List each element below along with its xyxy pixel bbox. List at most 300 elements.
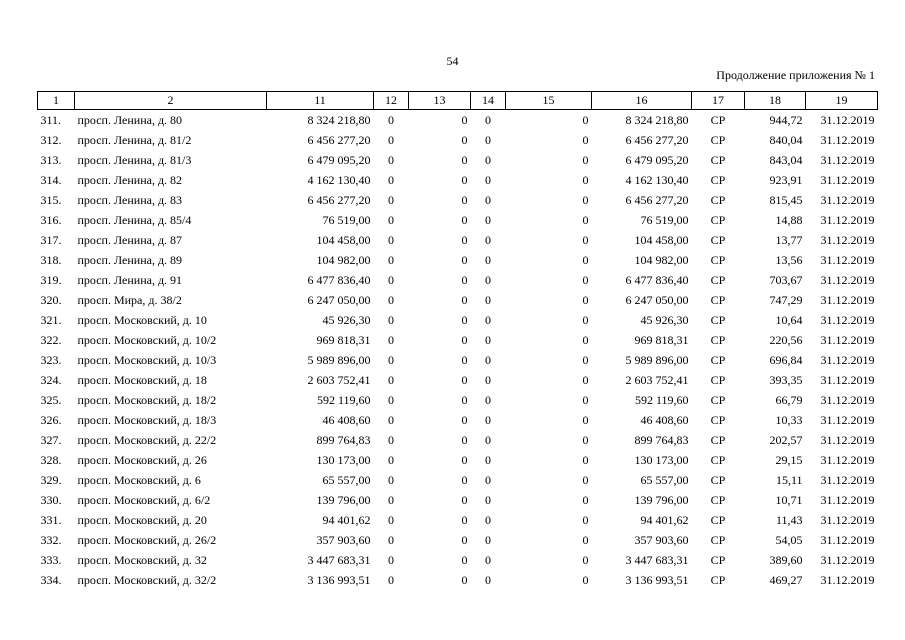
- col-11-cell: 6 456 277,20: [307, 193, 371, 207]
- row-number: 321.: [40, 313, 62, 327]
- address-cell: просп. Московский, д. 18: [77, 373, 207, 387]
- col-15-cell: 0: [582, 333, 589, 347]
- col-18-cell: 815,45: [769, 193, 803, 207]
- table-row: [38, 510, 878, 530]
- col-16-cell: 4 162 130,40: [625, 173, 689, 187]
- col-19-cell: 31.12.2019: [820, 213, 875, 227]
- col-15-cell: 0: [582, 533, 589, 547]
- col-17-cell: СР: [710, 413, 726, 427]
- col-18-cell: 703,67: [769, 273, 803, 287]
- col-13-cell: 0: [461, 153, 468, 167]
- col-11-cell: 2 603 752,41: [307, 373, 371, 387]
- col-17-cell: СР: [710, 573, 726, 587]
- col-17-cell: СР: [710, 133, 726, 147]
- row-number: 315.: [40, 193, 62, 207]
- col-13-cell: 0: [461, 433, 468, 447]
- col-19-cell: 31.12.2019: [820, 413, 875, 427]
- row-number: 325.: [40, 393, 62, 407]
- col-19-cell: 31.12.2019: [820, 393, 875, 407]
- col-16-cell: 899 764,83: [634, 433, 689, 447]
- col-17-cell: СР: [710, 193, 726, 207]
- col-19-cell: 31.12.2019: [820, 113, 875, 127]
- col-13-cell: 0: [461, 573, 468, 587]
- col-12-cell: 0: [388, 193, 394, 207]
- col-12-cell: 0: [388, 533, 394, 547]
- col-18-cell: 944,72: [769, 113, 803, 127]
- col-11-cell: 104 982,00: [316, 253, 371, 267]
- col-13-cell: 0: [461, 213, 468, 227]
- col-16-cell: 3 447 683,31: [625, 553, 689, 567]
- table-row: [38, 550, 878, 570]
- col-15-cell: 0: [582, 353, 589, 367]
- col-12-cell: 0: [388, 393, 394, 407]
- address-cell: просп. Московский, д. 32/2: [77, 573, 217, 587]
- col-15-cell: 0: [582, 473, 589, 487]
- col-19-cell: 31.12.2019: [820, 293, 875, 307]
- table-row: [38, 370, 878, 390]
- col-18-cell: 393,35: [769, 373, 803, 387]
- col-16-cell: 6 456 277,20: [625, 193, 689, 207]
- table-row: [38, 290, 878, 310]
- column-header: 1: [38, 92, 75, 110]
- col-12-cell: 0: [388, 113, 394, 127]
- col-19-cell: 31.12.2019: [820, 453, 875, 467]
- table-row: [38, 410, 878, 430]
- col-14-cell: 0: [485, 533, 491, 547]
- col-15-cell: 0: [582, 573, 589, 587]
- col-19-cell: 31.12.2019: [820, 433, 875, 447]
- col-13-cell: 0: [461, 113, 468, 127]
- col-14-cell: 0: [485, 473, 491, 487]
- col-18-cell: 220,56: [769, 333, 803, 347]
- col-15-cell: 0: [582, 433, 589, 447]
- col-16-cell: 6 247 050,00: [625, 293, 689, 307]
- col-18-cell: 14,88: [775, 213, 803, 227]
- row-number: 312.: [40, 133, 62, 147]
- col-17-cell: СР: [710, 373, 726, 387]
- col-11-cell: 969 818,31: [316, 333, 371, 347]
- table-row: [38, 250, 878, 270]
- col-14-cell: 0: [485, 333, 491, 347]
- col-16-cell: 3 136 993,51: [625, 573, 689, 587]
- col-14-cell: 0: [485, 493, 491, 507]
- table-row: [38, 350, 878, 370]
- column-header: 19: [806, 92, 878, 110]
- col-17-cell: СР: [710, 333, 726, 347]
- col-12-cell: 0: [388, 133, 394, 147]
- col-15-cell: 0: [582, 233, 589, 247]
- col-13-cell: 0: [461, 493, 468, 507]
- col-19-cell: 31.12.2019: [820, 253, 875, 267]
- col-18-cell: 843,04: [769, 153, 803, 167]
- table-row: [38, 430, 878, 450]
- col-12-cell: 0: [388, 273, 394, 287]
- col-15-cell: 0: [582, 373, 589, 387]
- col-18-cell: 10,33: [775, 413, 803, 427]
- col-15-cell: 0: [582, 313, 589, 327]
- col-13-cell: 0: [461, 173, 468, 187]
- col-11-cell: 357 903,60: [316, 533, 371, 547]
- col-18-cell: 10,64: [775, 313, 803, 327]
- col-16-cell: 45 926,30: [640, 313, 689, 327]
- table-row: [38, 150, 878, 170]
- address-cell: просп. Московский, д. 10/3: [77, 353, 217, 367]
- col-11-cell: 130 173,00: [316, 453, 371, 467]
- header-row: [38, 92, 878, 110]
- col-14-cell: 0: [485, 573, 491, 587]
- col-18-cell: 840,04: [769, 133, 803, 147]
- row-number: 322.: [40, 333, 62, 347]
- col-12-cell: 0: [388, 233, 394, 247]
- table-row: [38, 330, 878, 350]
- col-11-cell: 8 324 218,80: [307, 113, 371, 127]
- col-15-cell: 0: [582, 293, 589, 307]
- col-13-cell: 0: [461, 513, 468, 527]
- col-17-cell: СР: [710, 393, 726, 407]
- col-18-cell: 15,11: [775, 473, 803, 487]
- row-number: 334.: [40, 573, 62, 587]
- address-cell: просп. Ленина, д. 80: [77, 113, 183, 127]
- col-13-cell: 0: [461, 133, 468, 147]
- col-19-cell: 31.12.2019: [820, 533, 875, 547]
- col-16-cell: 6 479 095,20: [625, 153, 689, 167]
- col-14-cell: 0: [485, 273, 491, 287]
- col-13-cell: 0: [461, 353, 468, 367]
- col-13-cell: 0: [461, 533, 468, 547]
- col-14-cell: 0: [485, 413, 491, 427]
- col-12-cell: 0: [388, 413, 394, 427]
- col-16-cell: 2 603 752,41: [625, 373, 689, 387]
- col-16-cell: 6 477 836,40: [625, 273, 689, 287]
- col-13-cell: 0: [461, 393, 468, 407]
- col-16-cell: 104 458,00: [634, 233, 689, 247]
- col-11-cell: 6 477 836,40: [307, 273, 371, 287]
- col-17-cell: СР: [710, 533, 726, 547]
- table-row: [38, 170, 878, 190]
- address-cell: просп. Ленина, д. 83: [77, 193, 183, 207]
- row-number: 311.: [40, 113, 62, 127]
- col-18-cell: 13,77: [775, 233, 803, 247]
- col-17-cell: СР: [710, 153, 726, 167]
- table-row: [38, 450, 878, 470]
- address-cell: просп. Ленина, д. 81/2: [77, 133, 192, 147]
- col-11-cell: 6 456 277,20: [307, 133, 371, 147]
- row-number: 330.: [40, 493, 62, 507]
- row-number: 326.: [40, 413, 62, 427]
- col-16-cell: 46 408,60: [640, 413, 689, 427]
- table-row: [38, 470, 878, 490]
- col-13-cell: 0: [461, 313, 468, 327]
- col-19-cell: 31.12.2019: [820, 473, 875, 487]
- col-14-cell: 0: [485, 353, 491, 367]
- col-17-cell: СР: [710, 293, 726, 307]
- table-row: [38, 310, 878, 330]
- col-18-cell: 10,71: [775, 493, 803, 507]
- address-cell: просп. Ленина, д. 87: [77, 233, 183, 247]
- col-18-cell: 54,05: [775, 533, 803, 547]
- row-number: 319.: [40, 273, 62, 287]
- col-16-cell: 65 557,00: [640, 473, 689, 487]
- col-14-cell: 0: [485, 453, 491, 467]
- col-18-cell: 11,43: [775, 513, 803, 527]
- col-17-cell: СР: [710, 273, 726, 287]
- col-17-cell: СР: [710, 233, 726, 247]
- col-12-cell: 0: [388, 253, 394, 267]
- col-17-cell: СР: [710, 213, 726, 227]
- table-row: [38, 190, 878, 210]
- col-18-cell: 13,56: [775, 253, 803, 267]
- col-15-cell: 0: [582, 453, 589, 467]
- col-12-cell: 0: [388, 173, 394, 187]
- col-14-cell: 0: [485, 433, 491, 447]
- col-17-cell: СР: [710, 253, 726, 267]
- address-cell: просп. Московский, д. 32: [77, 553, 207, 567]
- col-14-cell: 0: [485, 133, 491, 147]
- col-19-cell: 31.12.2019: [820, 193, 875, 207]
- col-12-cell: 0: [388, 213, 394, 227]
- row-number: 328.: [40, 453, 62, 467]
- col-19-cell: 31.12.2019: [820, 513, 875, 527]
- col-11-cell: 3 447 683,31: [307, 553, 371, 567]
- col-16-cell: 94 401,62: [640, 513, 689, 527]
- col-18-cell: 696,84: [769, 353, 803, 367]
- column-header: 11: [267, 92, 374, 110]
- col-19-cell: 31.12.2019: [820, 553, 875, 567]
- column-header: 12: [374, 92, 409, 110]
- col-12-cell: 0: [388, 373, 394, 387]
- col-11-cell: 76 519,00: [322, 213, 371, 227]
- table-row: [38, 210, 878, 230]
- col-12-cell: 0: [388, 353, 394, 367]
- col-16-cell: 592 119,60: [634, 393, 689, 407]
- table-row: [38, 130, 878, 150]
- col-19-cell: 31.12.2019: [820, 133, 875, 147]
- col-11-cell: 45 926,30: [322, 313, 371, 327]
- col-19-cell: 31.12.2019: [820, 333, 875, 347]
- col-14-cell: 0: [485, 233, 491, 247]
- row-number: 317.: [40, 233, 62, 247]
- col-15-cell: 0: [582, 213, 589, 227]
- row-number: 324.: [40, 373, 62, 387]
- col-14-cell: 0: [485, 373, 491, 387]
- col-14-cell: 0: [485, 513, 491, 527]
- col-18-cell: 66,79: [775, 393, 803, 407]
- row-number: 331.: [40, 513, 62, 527]
- column-header: 15: [506, 92, 592, 110]
- col-12-cell: 0: [388, 333, 394, 347]
- col-15-cell: 0: [582, 553, 589, 567]
- row-number: 314.: [40, 173, 62, 187]
- col-16-cell: 76 519,00: [640, 213, 689, 227]
- col-17-cell: СР: [710, 493, 726, 507]
- col-17-cell: СР: [710, 113, 726, 127]
- col-11-cell: 3 136 993,51: [307, 573, 371, 587]
- col-11-cell: 104 458,00: [316, 233, 371, 247]
- col-12-cell: 0: [388, 473, 394, 487]
- col-19-cell: 31.12.2019: [820, 373, 875, 387]
- col-12-cell: 0: [388, 313, 394, 327]
- col-13-cell: 0: [461, 413, 468, 427]
- col-11-cell: 4 162 130,40: [307, 173, 371, 187]
- table-row: [38, 570, 878, 590]
- col-19-cell: 31.12.2019: [820, 353, 875, 367]
- col-17-cell: СР: [710, 513, 726, 527]
- col-15-cell: 0: [582, 113, 589, 127]
- address-cell: просп. Московский, д. 6/2: [77, 493, 211, 507]
- col-14-cell: 0: [485, 193, 491, 207]
- row-number: 332.: [40, 533, 62, 547]
- col-13-cell: 0: [461, 253, 468, 267]
- col-18-cell: 202,57: [769, 433, 803, 447]
- col-15-cell: 0: [582, 153, 589, 167]
- col-12-cell: 0: [388, 553, 394, 567]
- col-12-cell: 0: [388, 453, 394, 467]
- column-header: 16: [592, 92, 692, 110]
- row-number: 313.: [40, 153, 62, 167]
- col-13-cell: 0: [461, 293, 468, 307]
- col-17-cell: СР: [710, 553, 726, 567]
- address-cell: просп. Московский, д. 26: [77, 453, 207, 467]
- col-15-cell: 0: [582, 513, 589, 527]
- col-14-cell: 0: [485, 213, 491, 227]
- col-15-cell: 0: [582, 253, 589, 267]
- col-19-cell: 31.12.2019: [820, 173, 875, 187]
- col-11-cell: 94 401,62: [322, 513, 371, 527]
- address-cell: просп. Московский, д. 10/2: [77, 333, 217, 347]
- col-11-cell: 139 796,00: [316, 493, 371, 507]
- col-11-cell: 899 764,83: [316, 433, 371, 447]
- col-19-cell: 31.12.2019: [820, 573, 875, 587]
- col-17-cell: СР: [710, 453, 726, 467]
- address-cell: просп. Ленина, д. 82: [77, 173, 183, 187]
- col-13-cell: 0: [461, 333, 468, 347]
- col-17-cell: СР: [710, 353, 726, 367]
- row-number: 318.: [40, 253, 62, 267]
- col-11-cell: 65 557,00: [322, 473, 371, 487]
- address-cell: просп. Московский, д. 18/3: [77, 413, 217, 427]
- column-header: 17: [692, 92, 745, 110]
- table-row: [38, 270, 878, 290]
- address-cell: просп. Московский, д. 18/2: [77, 393, 217, 407]
- address-cell: просп. Ленина, д. 91: [77, 273, 183, 287]
- column-header: 18: [745, 92, 806, 110]
- continuation-label: Продолжение приложения № 1: [716, 68, 875, 82]
- col-17-cell: СР: [710, 433, 726, 447]
- col-19-cell: 31.12.2019: [820, 233, 875, 247]
- address-cell: просп. Московский, д. 10: [77, 313, 207, 327]
- address-cell: просп. Ленина, д. 85/4: [77, 213, 192, 227]
- page-number: 54: [446, 54, 459, 68]
- col-14-cell: 0: [485, 153, 491, 167]
- col-12-cell: 0: [388, 513, 394, 527]
- row-number: 320.: [40, 293, 62, 307]
- col-12-cell: 0: [388, 433, 394, 447]
- col-18-cell: 29,15: [775, 453, 803, 467]
- col-12-cell: 0: [388, 153, 394, 167]
- col-14-cell: 0: [485, 393, 491, 407]
- col-17-cell: СР: [710, 313, 726, 327]
- col-16-cell: 104 982,00: [634, 253, 689, 267]
- col-12-cell: 0: [388, 493, 394, 507]
- col-16-cell: 969 818,31: [634, 333, 689, 347]
- col-19-cell: 31.12.2019: [820, 493, 875, 507]
- col-18-cell: 469,27: [769, 573, 803, 587]
- col-16-cell: 8 324 218,80: [625, 113, 689, 127]
- row-number: 327.: [40, 433, 62, 447]
- col-19-cell: 31.12.2019: [820, 153, 875, 167]
- address-cell: просп. Ленина, д. 89: [77, 253, 183, 267]
- col-14-cell: 0: [485, 113, 491, 127]
- col-12-cell: 0: [388, 293, 394, 307]
- col-13-cell: 0: [461, 473, 468, 487]
- col-11-cell: 6 247 050,00: [307, 293, 371, 307]
- col-11-cell: 592 119,60: [316, 393, 371, 407]
- col-17-cell: СР: [710, 173, 726, 187]
- column-header: 2: [75, 92, 267, 110]
- col-14-cell: 0: [485, 553, 491, 567]
- col-13-cell: 0: [461, 233, 468, 247]
- data-table: [37, 91, 878, 590]
- col-13-cell: 0: [461, 273, 468, 287]
- col-14-cell: 0: [485, 253, 491, 267]
- col-17-cell: СР: [710, 473, 726, 487]
- address-cell: просп. Московский, д. 6: [77, 473, 201, 487]
- address-cell: просп. Московский, д. 26/2: [77, 533, 217, 547]
- col-19-cell: 31.12.2019: [820, 313, 875, 327]
- row-number: 329.: [40, 473, 62, 487]
- col-15-cell: 0: [582, 133, 589, 147]
- col-15-cell: 0: [582, 193, 589, 207]
- col-14-cell: 0: [485, 293, 491, 307]
- col-15-cell: 0: [582, 273, 589, 287]
- table-row: [38, 530, 878, 550]
- col-12-cell: 0: [388, 573, 394, 587]
- col-16-cell: 357 903,60: [634, 533, 689, 547]
- col-13-cell: 0: [461, 553, 468, 567]
- address-cell: просп. Московский, д. 22/2: [77, 433, 217, 447]
- table-body: [38, 110, 878, 591]
- col-11-cell: 5 989 896,00: [307, 353, 371, 367]
- col-16-cell: 5 989 896,00: [625, 353, 689, 367]
- table-row: [38, 490, 878, 510]
- col-18-cell: 923,91: [769, 173, 803, 187]
- col-13-cell: 0: [461, 373, 468, 387]
- col-16-cell: 139 796,00: [634, 493, 689, 507]
- table-row: [38, 230, 878, 250]
- column-header: 13: [409, 92, 471, 110]
- table-row: [38, 390, 878, 410]
- col-14-cell: 0: [485, 173, 491, 187]
- col-16-cell: 6 456 277,20: [625, 133, 689, 147]
- row-number: 316.: [40, 213, 62, 227]
- col-11-cell: 6 479 095,20: [307, 153, 371, 167]
- col-18-cell: 389,60: [769, 553, 803, 567]
- col-13-cell: 0: [461, 453, 468, 467]
- row-number: 323.: [40, 353, 62, 367]
- col-16-cell: 130 173,00: [634, 453, 689, 467]
- col-15-cell: 0: [582, 493, 589, 507]
- row-number: 333.: [40, 553, 62, 567]
- address-cell: просп. Мира, д. 38/2: [77, 293, 182, 307]
- col-11-cell: 46 408,60: [322, 413, 371, 427]
- address-cell: просп. Ленина, д. 81/3: [77, 153, 192, 167]
- col-18-cell: 747,29: [769, 293, 803, 307]
- col-15-cell: 0: [582, 413, 589, 427]
- col-14-cell: 0: [485, 313, 491, 327]
- col-15-cell: 0: [582, 173, 589, 187]
- column-header: 14: [471, 92, 506, 110]
- col-15-cell: 0: [582, 393, 589, 407]
